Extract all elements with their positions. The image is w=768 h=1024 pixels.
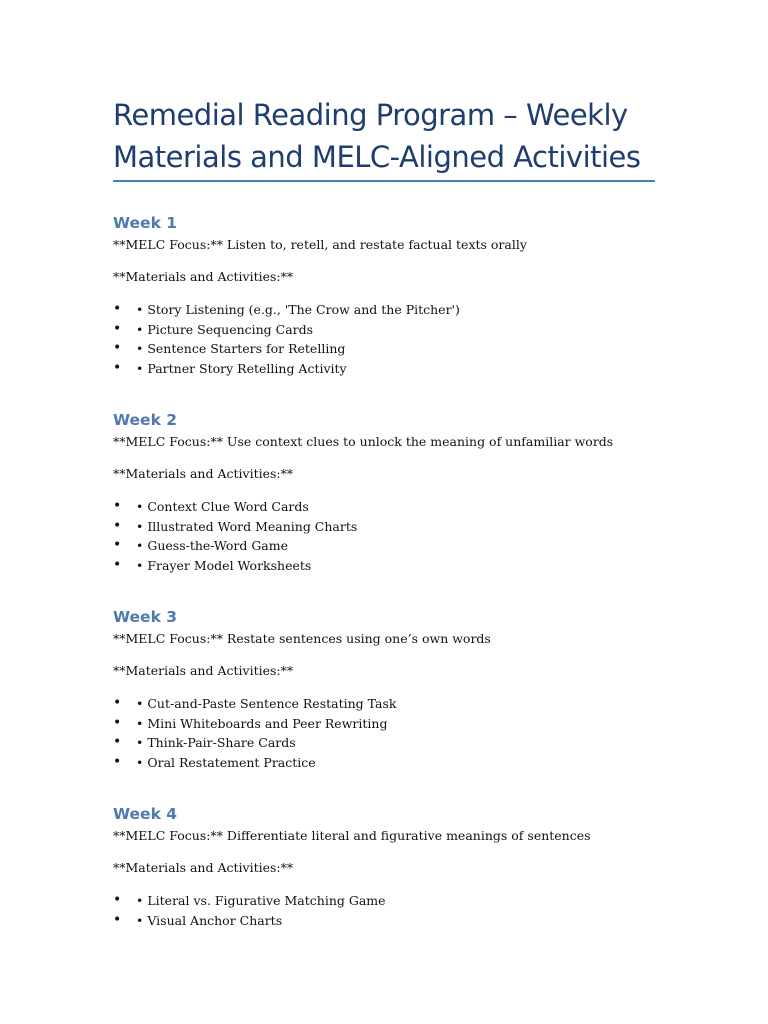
list-item: • • Visual Anchor Charts: [113, 911, 673, 931]
list-item: • • Context Clue Word Cards: [113, 497, 673, 517]
list-item: • • Literal vs. Figurative Matching Game: [113, 891, 673, 911]
week-section-1: [113, 213, 673, 378]
week-section-2: [113, 410, 673, 575]
bullet-icon: •: [113, 517, 122, 534]
list-item: • • Oral Restatement Practice: [113, 753, 673, 773]
bullet-icon: •: [113, 753, 122, 770]
week-heading: Week 1: [113, 214, 178, 232]
week-section-4: [113, 804, 673, 930]
bullet-icon: •: [113, 340, 122, 356]
week-heading: Week 2: [113, 411, 178, 429]
bullet-icon: •: [113, 714, 122, 731]
materials-label: **Materials and Activities:**: [113, 663, 294, 678]
title-underline: [113, 180, 655, 182]
bullet-icon: •: [113, 359, 122, 376]
list-item: • • Picture Sequencing Cards: [113, 320, 673, 340]
bullet-icon: •: [113, 695, 122, 711]
list-item: • • Sentence Starters for Retelling: [113, 339, 673, 359]
bullet-icon: •: [113, 301, 122, 317]
list-item: • • Think-Pair-Share Cards: [113, 733, 673, 753]
materials-list: [113, 694, 673, 772]
week-section-3: [113, 607, 673, 772]
bullet-icon: •: [113, 537, 122, 553]
week-heading: Week 3: [113, 608, 178, 626]
bullet-icon: •: [113, 734, 122, 750]
bullet-icon: •: [113, 892, 122, 908]
bullet-icon: •: [113, 498, 122, 514]
materials-label: **Materials and Activities:**: [113, 860, 294, 875]
bullet-icon: •: [113, 556, 122, 573]
bullet-icon: •: [113, 911, 122, 928]
melc-focus-text: **MELC Focus:** Differentiate literal and figurative meanings of sentences: [113, 828, 591, 843]
list-item: • • Partner Story Retelling Activity: [113, 359, 673, 379]
list-item: • • Mini Whiteboards and Peer Rewriting: [113, 714, 673, 734]
materials-label: **Materials and Activities:**: [113, 466, 294, 481]
week-heading: Week 4: [113, 805, 178, 823]
list-item: • • Guess-the-Word Game: [113, 536, 673, 556]
materials-list: [113, 891, 673, 930]
list-item: • • Frayer Model Worksheets: [113, 556, 673, 576]
materials-list: [113, 497, 673, 575]
list-item: • • Cut-and-Paste Sentence Restating Task: [113, 694, 673, 714]
bullet-icon: •: [113, 320, 122, 337]
materials-label: **Materials and Activities:**: [113, 269, 294, 284]
materials-list: [113, 300, 673, 378]
document-title: Remedial Reading Program – Weekly Materials and MELC-Aligned Activities: [113, 98, 641, 174]
list-item: • • Illustrated Word Meaning Charts: [113, 517, 673, 537]
list-item: • • Story Listening (e.g., 'The Crow and the Pitcher'): [113, 300, 673, 320]
melc-focus-text: **MELC Focus:** Listen to, retell, and restate factual texts orally: [113, 237, 527, 252]
melc-focus-text: **MELC Focus:** Restate sentences using one’s own words: [113, 631, 491, 646]
melc-focus-text: **MELC Focus:** Use context clues to unlock the meaning of unfamiliar words: [113, 434, 614, 449]
